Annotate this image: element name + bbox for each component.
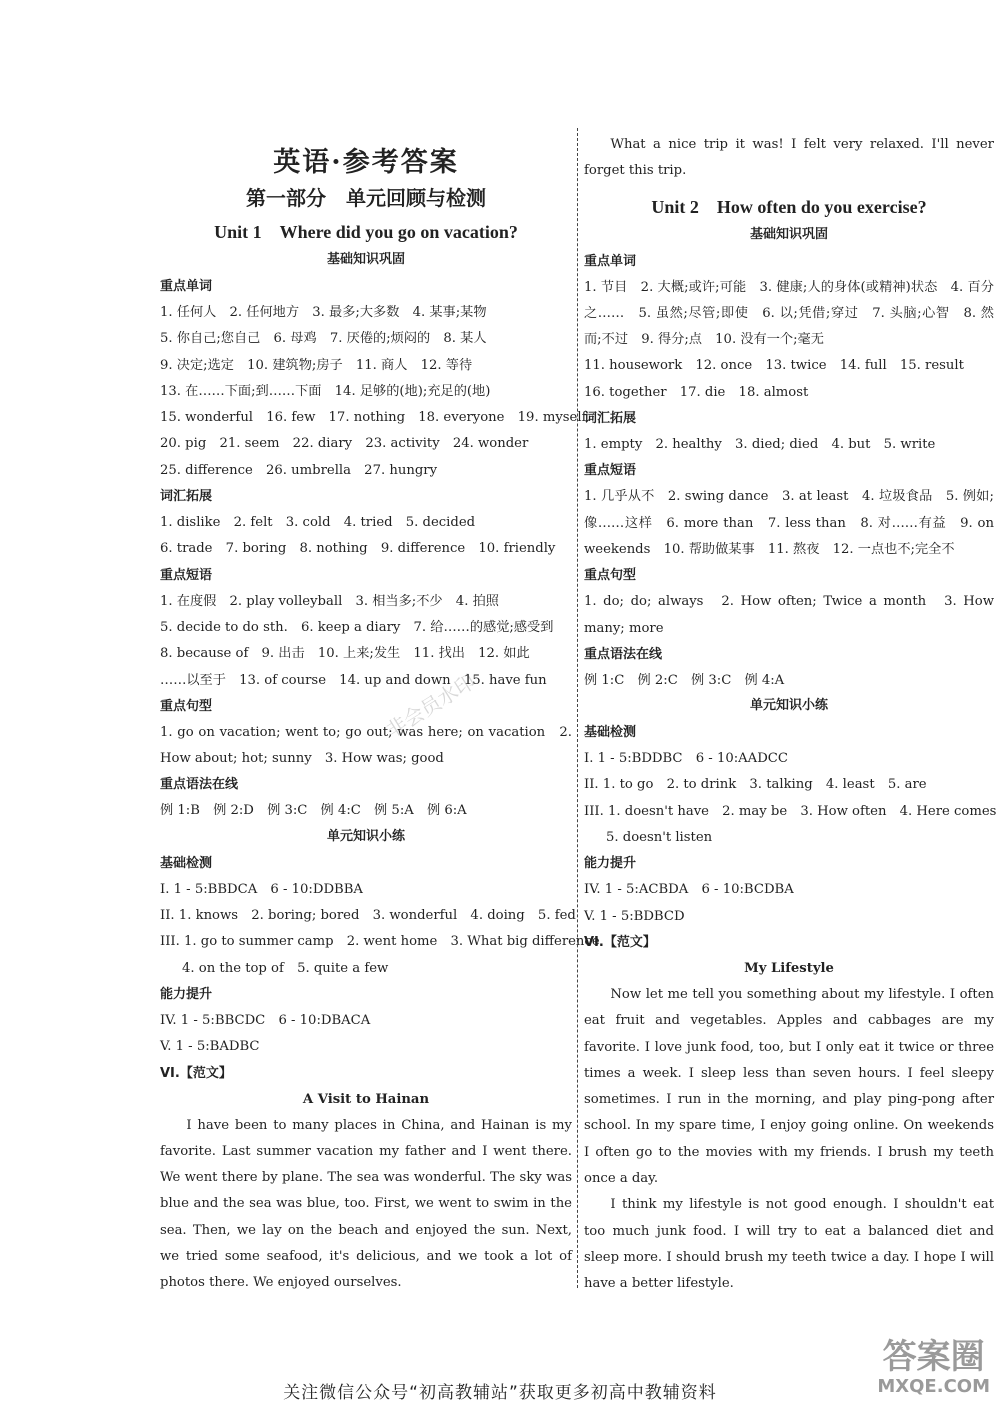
unit2-phrases: 1. 几乎从不 2. swing dance 3. at least 4. 垃圾食品 5. 例如;像……这样 6. more than 7. less than 8. 对……有益 9. on weekends 10. 帮助做某事 11. 熬夜 12. 一点也不;完全不: [584, 489, 994, 557]
unit1-title: Unit 1 Where did you go on vacation?: [214, 222, 518, 242]
footer-notice: 关注微信公众号“初高教辅站”获取更多初高中教辅资料: [283, 1383, 717, 1403]
unit2-sentences: 1. do; do; always 2. How often; Twice a month 3. How many; more: [584, 594, 994, 636]
unit2-check-line: III. 1. doesn't have 2. may be 3. How often 4. Here comes: [584, 803, 997, 819]
unit2-title: Unit 2 How often do you exercise?: [651, 196, 927, 217]
unit1-vocab-line: 20. pig 21. seem 22. diary 23. activity 24. wonder: [160, 436, 529, 452]
unit1-essay-continued: [584, 132, 994, 185]
unit1-check-line: I. 1 - 5:BBDCA 6 - 10:DDBBA: [160, 881, 363, 897]
unit1-essay-continued-paragraph: What a nice trip it was! I felt very relaxed. I'll never forget this trip.: [584, 137, 994, 179]
unit1-practice-heading: 单元知识小练: [326, 828, 405, 844]
unit1-vocab-line: 5. 你自己;您自己 6. 母鸡 7. 厌倦的;烦闷的 8. 某人: [160, 331, 487, 347]
unit2-ability-heading: 能力提升: [584, 856, 637, 872]
unit2-practice-heading: 单元知识小练: [749, 698, 828, 714]
right-column: [584, 132, 997, 1298]
logo-domain: MXQE.COM: [877, 1376, 990, 1397]
unit1-ability-heading: 能力提升: [160, 986, 213, 1002]
unit1-grammar-heading: 重点语法在线: [160, 777, 239, 793]
unit1-phrase-heading: 重点短语: [160, 567, 213, 583]
unit2-vocab-heading: 重点单词: [584, 253, 637, 269]
unit2-check-line: II. 1. to go 2. to drink 3. talking 4. least 5. are: [584, 777, 927, 793]
unit1-check-line: III. 1. go to summer camp 2. went home 3. What big difference: [160, 934, 600, 950]
unit1-ext-line: 1. dislike 2. felt 3. cold 4. tried 5. decided: [160, 515, 476, 531]
unit1-vocab-line: 15. wonderful 16. few 17. nothing 18. everyone 19. myself: [160, 410, 587, 426]
unit1-check-line: 4. on the top of 5. quite a few: [182, 960, 389, 976]
unit1-vocab-line: 1. 任何人 2. 任何地方 3. 最多;大多数 4. 某事;某物: [160, 305, 487, 320]
unit1-ext-heading: 词汇拓展: [160, 489, 213, 505]
unit1-model-label: VI.【范文】: [160, 1065, 232, 1081]
unit1-essay-title: A Visit to Hainan: [302, 1091, 430, 1107]
unit1-ability-line: V. 1 - 5:BADBC: [160, 1039, 260, 1055]
unit2-ext-heading: 词汇拓展: [584, 411, 637, 427]
unit1-essay-paragraph: I have been to many places in China, and Hainan is my favorite. Last summer vacation my father and I went there. We went there by plane. The sea was wonderful. The sky was blue and the sea was blue, too. First, we went to swim in the sea. Then, we lay on the beach and enjoyed the sun. Next, we tried some seafood, it's delicious, and we took a lot of photos there. We enjoyed ourselves.: [160, 1117, 572, 1291]
unit2-essay: [584, 982, 994, 1298]
page-title: 英语·参考答案: [273, 147, 459, 178]
unit1-ext-line: 6. trade 7. boring 8. nothing 9. difference 10. friendly: [160, 541, 556, 557]
logo-mark: 答案圈: [882, 1337, 985, 1377]
unit2-basics-heading: 基础知识巩固: [749, 226, 828, 242]
unit1-check-line: II. 1. knows 2. boring; bored 3. wonderful 4. doing 5. fed: [160, 908, 576, 924]
unit1-basics-heading: 基础知识巩固: [326, 252, 405, 267]
unit2-grammar: 例 1:C 例 2:C 例 3:C 例 4:A: [584, 672, 785, 688]
unit1-phrase-line: ……以至于 13. of course 14. up and down 15. have fun: [160, 672, 547, 688]
unit2-sentence-heading: 重点句型: [584, 568, 637, 584]
unit2-model-label: VI.【范文】: [584, 934, 656, 950]
unit2-grammar-heading: 重点语法在线: [584, 646, 663, 662]
unit2-vocab-line: 11. housework 12. once 13. twice 14. full 15. result: [584, 358, 964, 374]
unit1-phrase-line: 5. decide to do sth. 6. keep a diary 7. 给……的感觉;感受到: [160, 619, 554, 635]
unit1-grammar: 例 1:B 例 2:D 例 3:C 例 4:C 例 5:A 例 6:A: [160, 803, 467, 819]
unit2-ext: 1. empty 2. healthy 3. died; died 4. but 5. write: [584, 437, 936, 453]
unit2-essay-paragraph: I think my lifestyle is not good enough. I shouldn't eat too much junk food. I will try to eat a balanced diet and sleep more. I should brush my teeth twice a day. I hope I will have a better lifestyle.: [584, 1197, 994, 1292]
watermark: 非会员水印: [382, 669, 480, 743]
column-divider: [577, 128, 578, 1288]
unit2-essay-title: My Lifestyle: [744, 960, 834, 976]
part-title: 第一部分 单元回顾与检测: [246, 186, 486, 210]
unit2-check-heading: 基础检测: [584, 725, 637, 741]
left-column: [160, 132, 600, 1297]
unit1-vocab-line: 25. difference 26. umbrella 27. hungry: [160, 462, 438, 478]
unit1-phrase-line: 1. 在度假 2. play volleyball 3. 相当多;不少 4. 拍照: [160, 593, 499, 609]
unit2-vocab: 1. 节目 2. 大概;或许;可能 3. 健康;人的身体(或精神)状态 4. 百分之…… 5. 虽然;尽管;即使 6. 以;凭借;穿过 7. 头脑;心智 8. 然而;不过 9. 得分;点 10. 没有一个;毫无: [584, 279, 994, 348]
unit2-check-line: 5. doesn't listen: [606, 830, 713, 846]
unit1-phrase-line: 8. because of 9. 出击 10. 上来;发生 11. 找出 12. 如此: [160, 646, 530, 662]
unit1-vocab-heading: 重点单词: [160, 279, 213, 294]
unit1-vocab-line: 9. 决定;选定 10. 建筑物;房子 11. 商人 12. 等待: [160, 357, 473, 373]
unit2-check-line: I. 1 - 5:BDDBC 6 - 10:AADCC: [584, 751, 788, 767]
unit1-sentence-heading: 重点句型: [160, 698, 213, 714]
unit2-essay-paragraph: Now let me tell you something about my lifestyle. I often eat fruit and vegetables. Apples and cabbages are my favorite. I love junk food, too, but I only eat it twice or three times a week. I sleep less than seven hours. I feel sleepy sometimes. I run in the morning, and play ping-pong after school. In my spare time, I enjoy going online. On weekends I often go to the movies with my friends. I brush my teeth once a day.: [584, 986, 994, 1187]
unit1-ability-line: IV. 1 - 5:BBCDC 6 - 10:DBACA: [160, 1012, 371, 1028]
unit2-ability-line: V. 1 - 5:BDBCD: [584, 908, 685, 924]
unit1-check-heading: 基础检测: [160, 855, 213, 871]
unit1-essay: [160, 1113, 572, 1297]
unit2-phrase-heading: 重点短语: [584, 463, 637, 479]
unit2-ability-line: IV. 1 - 5:ACBDA 6 - 10:BCDBA: [584, 882, 794, 898]
site-logo: [877, 1338, 990, 1397]
unit2-vocab-line: 16. together 17. die 18. almost: [584, 384, 809, 400]
unit1-sentences: 1. go on vacation; went to; go out; was here; on vacation 2. How about; hot; sunny 3. How was; good: [160, 724, 572, 767]
unit1-vocab-line: 13. 在……下面;到……下面 14. 足够的(地);充足的(地): [160, 383, 491, 399]
